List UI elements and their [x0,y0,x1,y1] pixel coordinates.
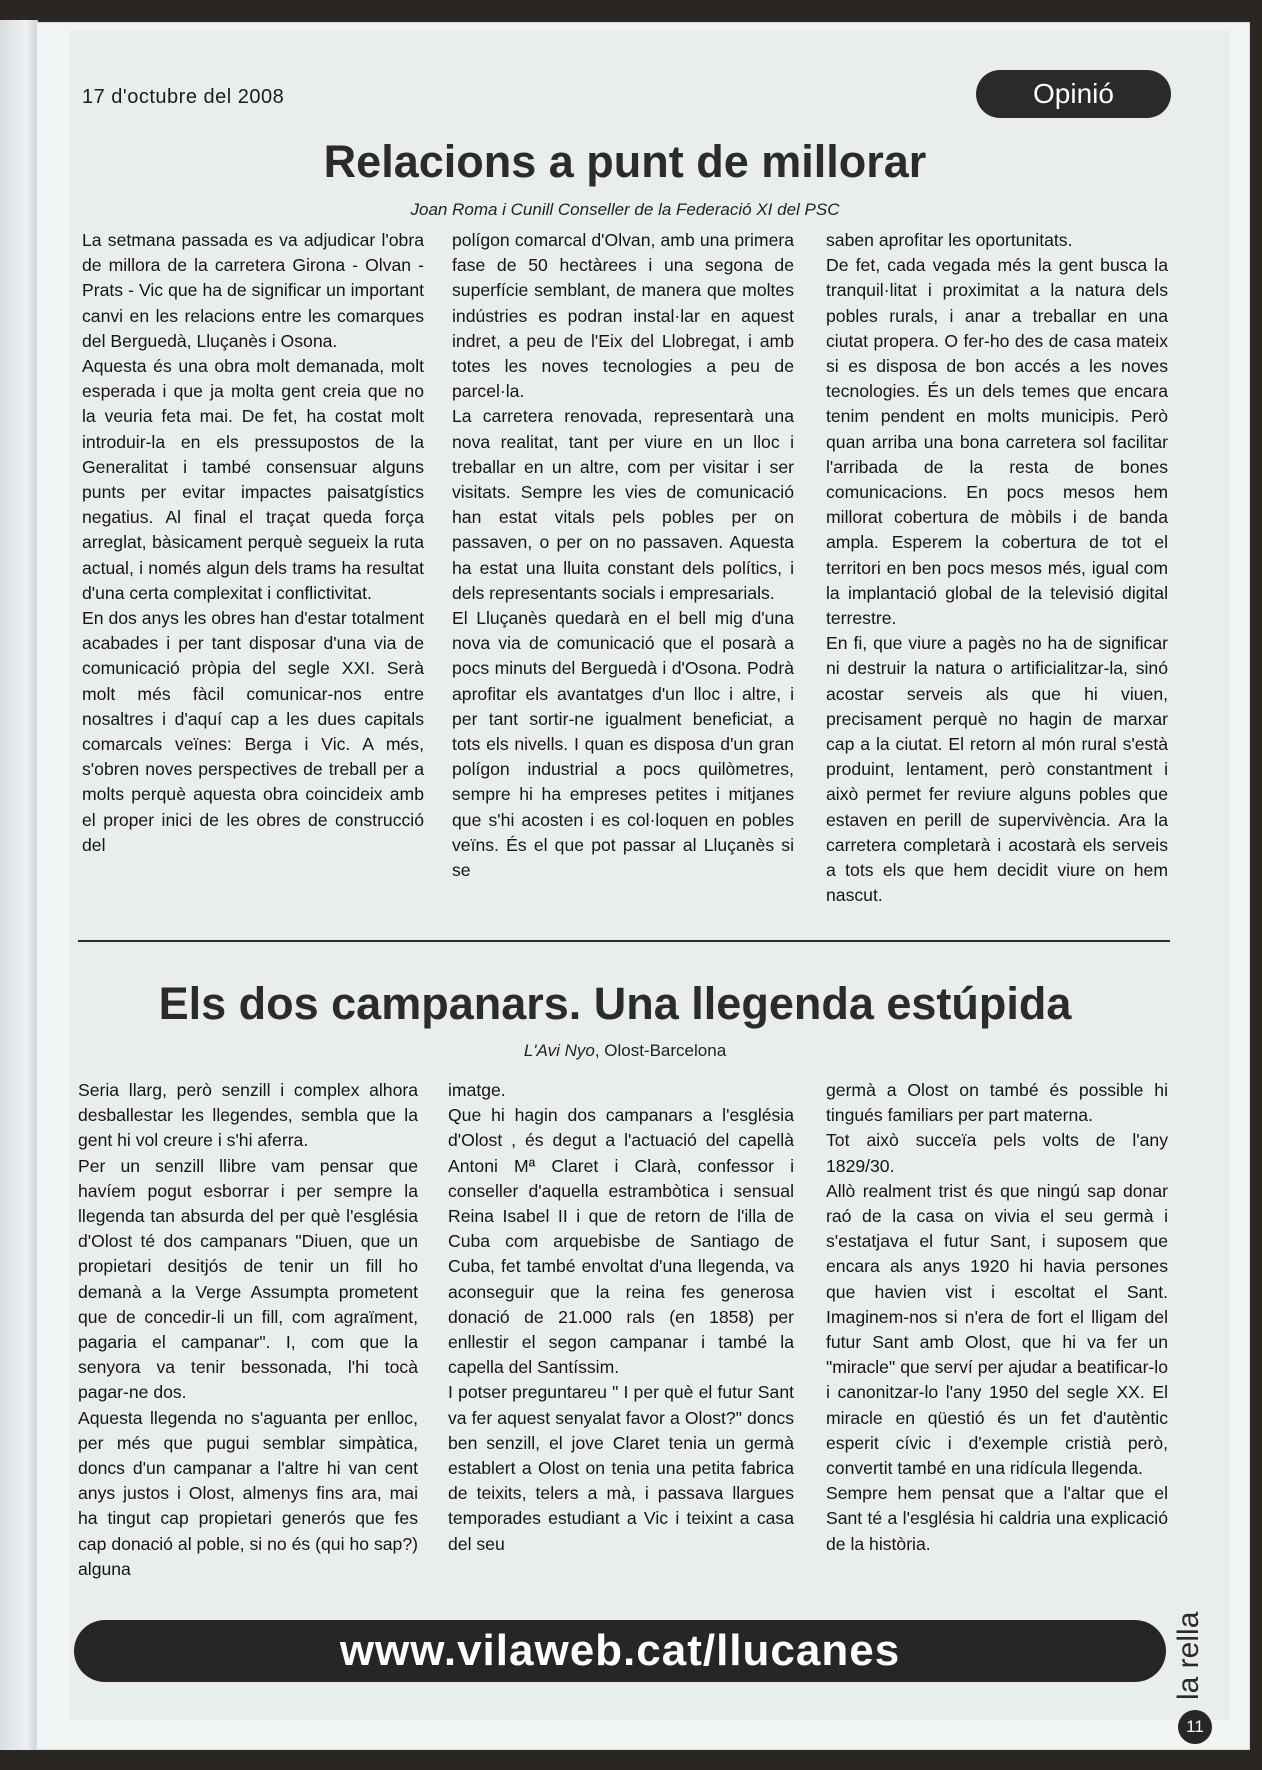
paragraph: Sempre hem pensat que a l'altar que el Sant té a l'església hi caldria una explicació de la història. [826,1483,1168,1554]
paragraph: La carretera renovada, representarà una nova realitat, tant per viure en un lloc i treballar en un altre, com per visitar i ser visitats. Sempre les vies de comunicació han estat vitals pels pobles per on passaven, o per on no passaven. Aquesta ha estat una lluita constant dels polítics, i dels representants socials i empresarials. [452,406,794,603]
paragraph: polígon comarcal d'Olvan, amb una primera fase de 50 hectàrees i una segona de superfície semblant, de manera que moltes indústries es podran instal·lar en aquest indret, a peu de l'Eix del Llobregat, i amb totes les noves tecnologies a peu de parcel·la. [452,230,794,402]
magazine-name: la rella [1172,1611,1205,1700]
paragraph: En fi, que viure a pagès no ha de significar ni destruir la natura o artificialitzar-la, sinó acostar serveis als que hi viuen, precisament perquè no hagin de marxar cap a la ciutat. El retorn al món rural s'està produint, lentament, però constantment i això permet fer reviure alguns pobles que estaven en perill de supervivència. Ara la carretera completarà i acostarà els serveis a tots els que hem decidit viure on hem nascut. [826,633,1168,906]
paragraph: Que hi hagin dos campanars a l'església d'Olost , és degut a l'actuació del capellà Antoni Mª Claret i Clarà, confessor i conseller d'aquella estrambòtica i sensual Reina Isabel II i que de retorn de l'illa de Cuba com arquebisbe de Santiago de Cuba, fet també envoltat d'una llegenda, va aconseguir que la reina fes generosa donació de 21.000 rals (en 1858) per enllestir el segon campanar i també la capella del Santíssim. [448,1105,794,1378]
paragraph: I potser preguntareu " I per què el futur Sant va fer aquest senyalat favor a Olost?" doncs ben senzill, el jove Claret tenia un germà establert a Olost on tenia una petita fabrica de teixits, telers a mà, i passava llargues temporades estudiant a Vic i teixint a casa del seu [448,1382,794,1554]
paragraph: germà a Olost on també és possible hi tingués familiars per part materna. [826,1080,1168,1126]
paragraph: Per un senzill llibre vam pensar que havíem pogut esborrar i per sempre la llegenda tan absurda del per què l'església d'Olost té dos campanars "Diuen, que un propietari desitjós de tenir un fill ho demanà a la Verge Assumpta prometent que de concedir-li un fill, com agraïment, pagaria el campanar". I, com que la senyora va tenir bessonada, l'hi tocà pagar-ne dos. [78,1155,418,1403]
paragraph: Tot això succeïa pels volts de l'any 1829/30. [826,1130,1168,1176]
article2-byline [80,1041,1170,1061]
article1-column-3 [826,228,1168,908]
article1-byline: Joan Roma i Cunill Conseller de la Federació XI del PSC [410,200,840,219]
paragraph: Aquesta llegenda no s'aguanta per enlloc, per més que pugui semblar simpàtica, doncs d'un campanar a l'altre hi van cent anys justos i Olost, almenys fins ara, mai ha tingut cap propietari generós que fes cap donació al poble, si no és (qui ho sap?) alguna [78,1407,418,1579]
article-divider [78,940,1170,942]
article1-column-2 [452,228,794,883]
article1-title: Relacions a punt de millorar [323,136,927,187]
article1-column-1 [82,228,424,858]
paragraph: El Lluçanès quedarà en el bell mig d'una nova via de comunicació que el posarà a pocs minuts del Berguedà i d'Osona. Podrà aprofitar els avantatges d'un lloc i altre, i per tant sortir-ne igualment beneficiat, a tots els nivells. I quan es disposa d'un gran polígon industrial a pocs quilòmetres, sempre hi ha empreses petites i mitjanes que s'hi acosten i es col·loquen en pobles veïns. És el que pot passar al Lluçanès si se [452,608,794,881]
paragraph: imatge. [448,1080,506,1100]
article2-title: Els dos campanars. Una llegenda estúpida [158,978,1072,1029]
page-binding-edge [0,20,38,1750]
paragraph: Seria llarg, però senzill i complex alhora desballestar les llegendes, sembla que la gent hi vol creure i s'hi aferra. [78,1080,418,1151]
paragraph: Aquesta és una obra molt demanada, molt esperada i que ja molta gent creia que no la veuria feta mai. De fet, ha costat molt introduir-la en els pressupostos de la Generalitat i també consensuar alguns punts per evitar impactes paisatgístics negatius. Al final el traçat queda força arreglat, bàsicament perquè segueix la ruta actual, i només algun dels trams ha resultat d'una certa complexitat i conflictivitat. [82,356,424,603]
paragraph: La setmana passada es va adjudicar l'obra de millora de la carretera Girona - Olvan - Prats - Vic que ha de significar un important canvi en les relacions entre les comarques del Berguedà, Lluçanès i Osona. [82,230,424,351]
section-label: Opinió [976,70,1171,118]
paragraph: saben aprofitar les oportunitats. [826,230,1073,250]
paragraph: De fet, cada vegada més la gent busca la tranquil·litat i proximitat a la natura dels pobles rurals, i anar a treballar en una ciutat propera. O fer-ho des de casa mateix si es disposa de bon accés a les noves tecnologies. És un dels temes que encara tenim pendent en molts municipis. Però quan arriba una bona carretera sol facilitar l'arribada de la resta de bones comunicacions. En pocs mesos hem millorat cobertura de mòbils i de banda ampla. Esperem la cobertura de tot el territori en ben pocs mesos més, igual com la implantació global de la televisió digital terrestre. [826,255,1168,629]
website-url-banner: www.vilaweb.cat/llucanes [74,1620,1166,1682]
article2-column-2 [448,1078,794,1557]
issue-date: 17 d'octubre del 2008 [82,86,285,108]
article2-place: , Olost-Barcelona [594,1041,727,1060]
page-number: 11 [1178,1710,1212,1744]
article2-column-3 [826,1078,1168,1557]
article2-column-1 [78,1078,418,1582]
paragraph: Allò realment trist és que ningú sap donar raó de la casa on vivia el seu germà i s'estatjava el futur Sant, i suposem que encara als anys 1920 hi havia persones que havien vist i escoltat el Sant. Imaginem-nos si n'era de fort el lligam del futur Sant amb Olost, que hi va fer un "miracle" que serví per ajudar a beatificar-lo i canonitzar-lo l'any 1950 del segle XX. El miracle en qüestió és un fet d'autèntic esperit cívic i d'exemple cristià però, convertit també en una ridícula llegenda. [826,1180,1168,1479]
paragraph: En dos anys les obres han d'estar totalment acabades i per tant disposar d'una via de comunicació pròpia del segle XXI. Serà molt més fàcil comunicar-nos entre nosaltres i d'aquí cap a les dues capitals comarcals veïnes: Berga i Vic. A més, s'obren noves perspectives de treball per a molts perquè aquesta obra coincideix amb el proper inici de les obres de construcció del [82,608,424,855]
article2-author: L'Avi Nyo [523,1041,595,1060]
